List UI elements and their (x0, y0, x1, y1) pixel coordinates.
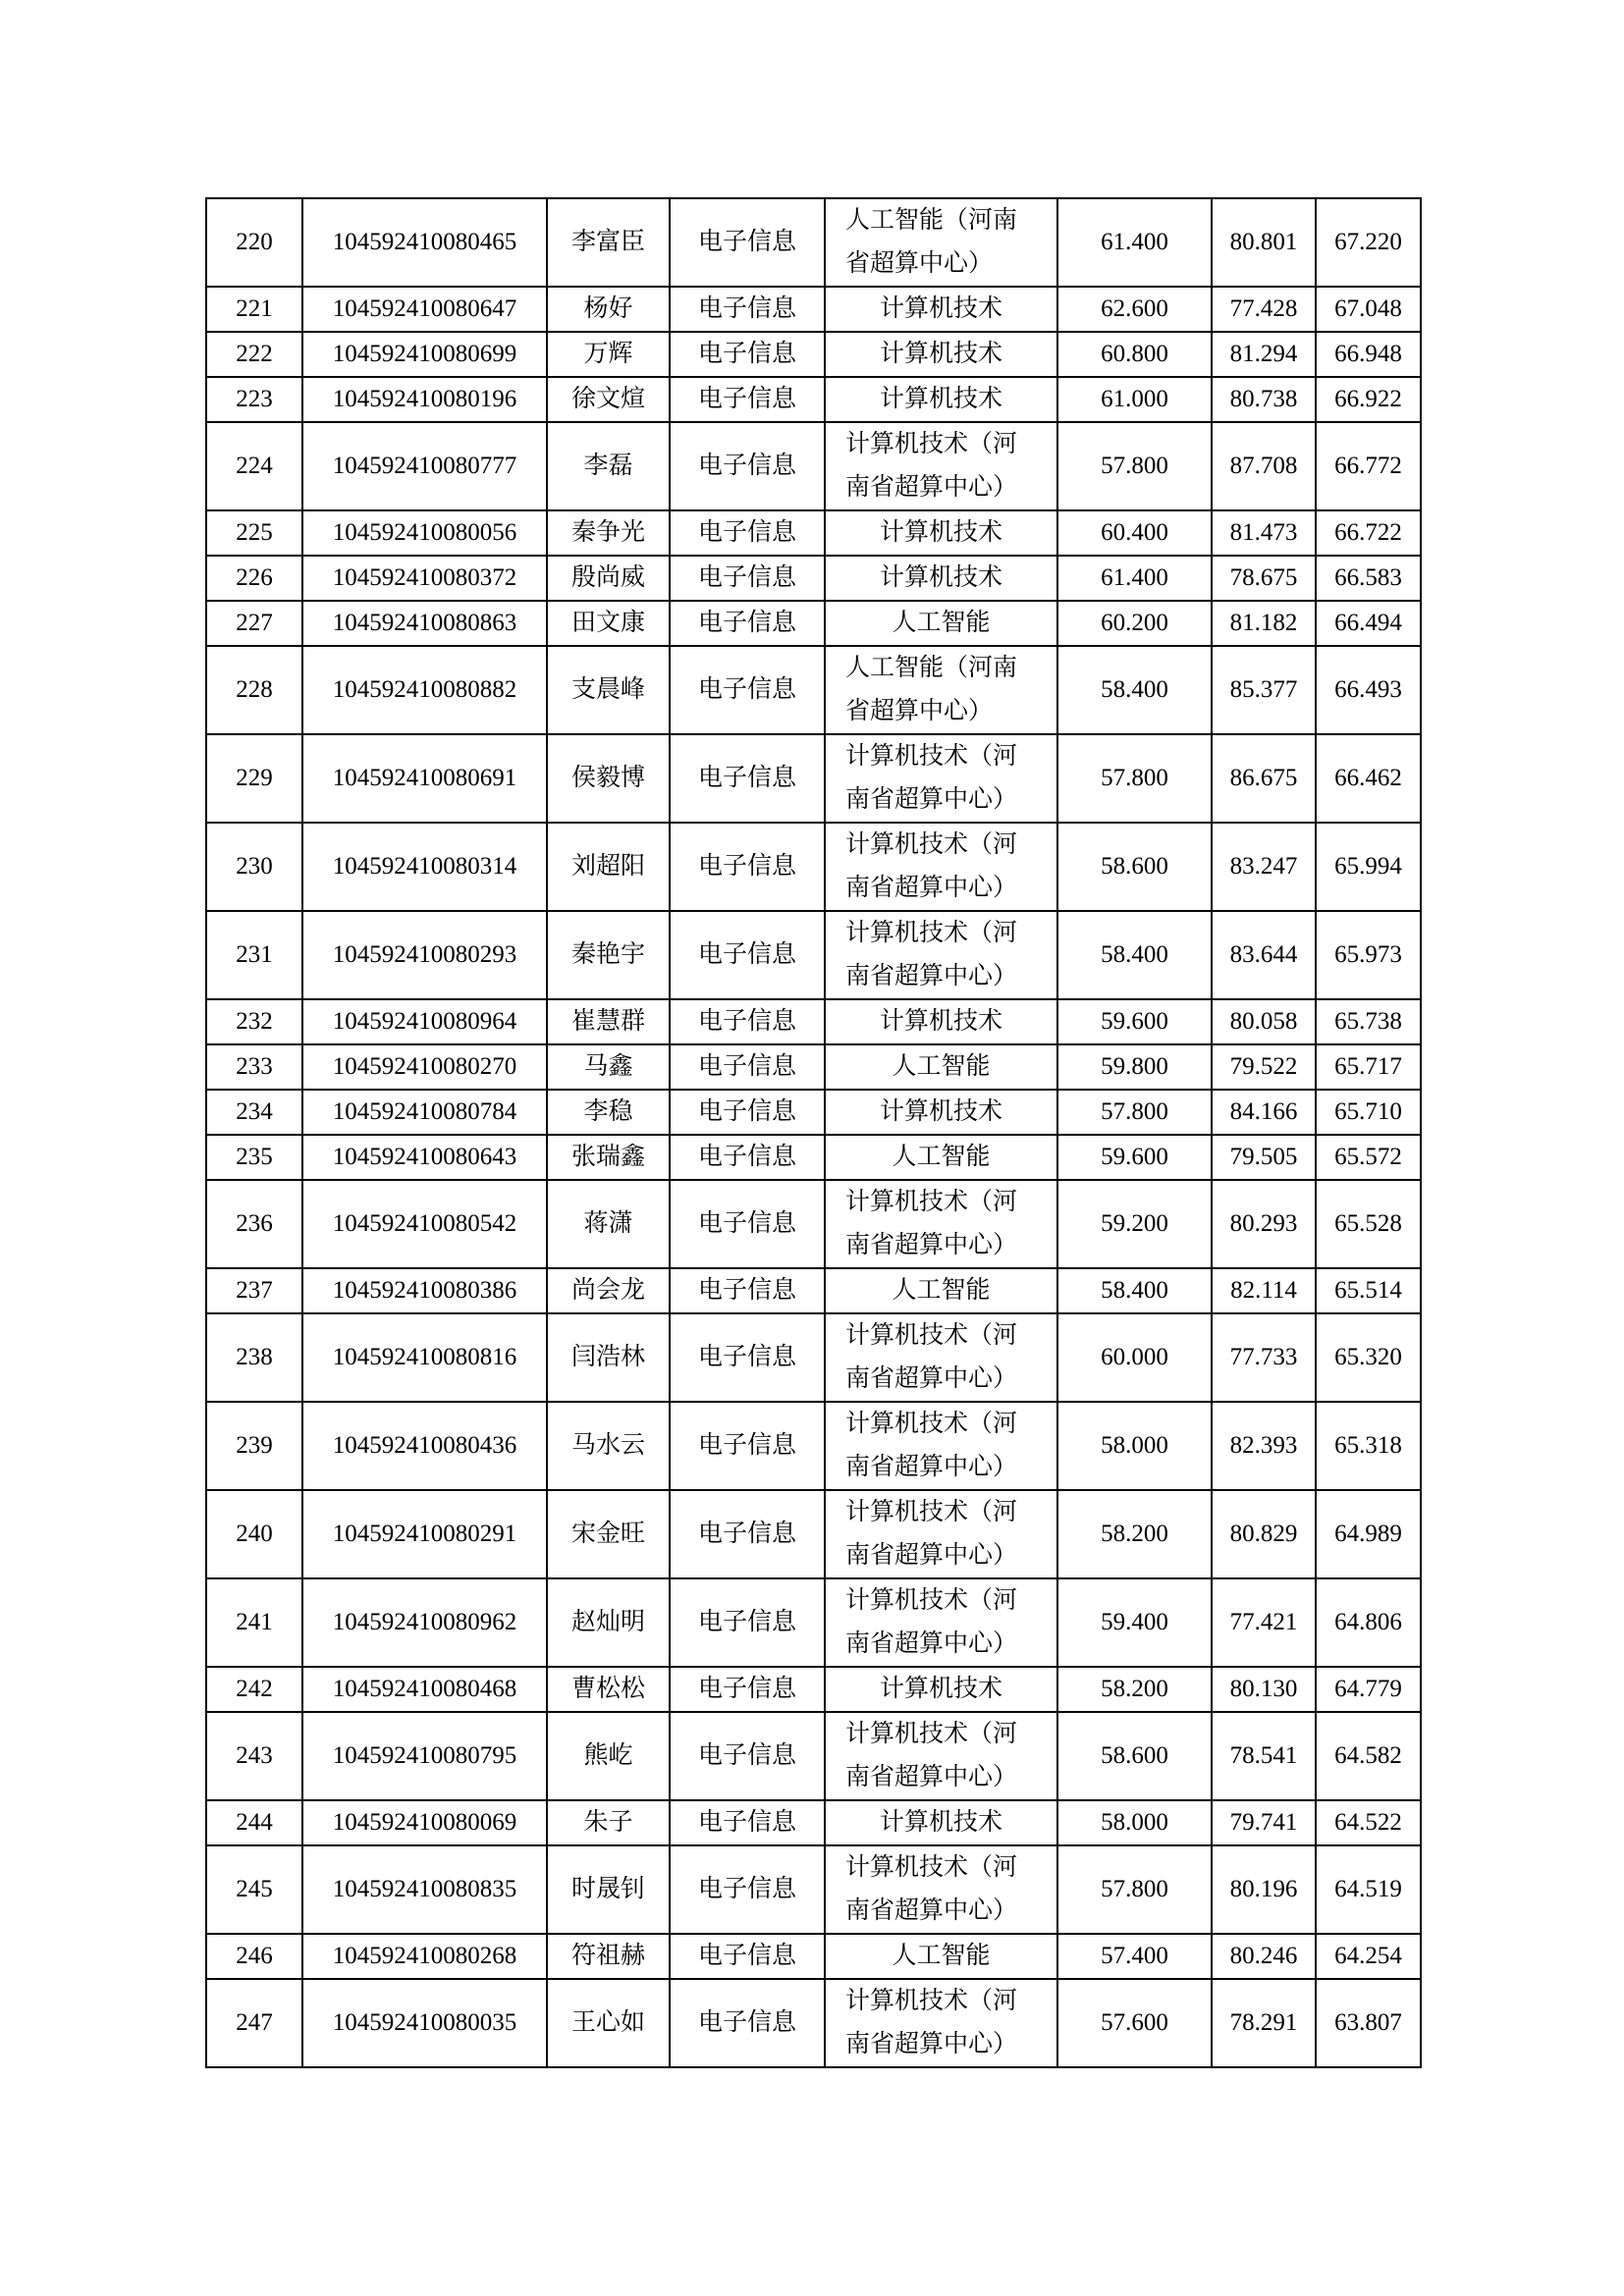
cell-retest-score: 77.421 (1212, 1578, 1316, 1667)
cell-initial-score: 60.800 (1057, 332, 1212, 377)
cell-rank: 224 (206, 422, 302, 510)
cell-research-direction (825, 198, 1057, 287)
cell-name: 万辉 (547, 332, 670, 377)
cell-rank: 227 (206, 601, 302, 646)
cell-name: 李富臣 (547, 198, 670, 287)
cell-rank: 238 (206, 1313, 302, 1402)
table-row (206, 1712, 1421, 1800)
cell-retest-score: 86.675 (1212, 734, 1316, 823)
cell-candidate-id: 104592410080372 (302, 556, 547, 601)
cell-research-direction (825, 1578, 1057, 1667)
cell-research-direction (825, 1313, 1057, 1402)
cell-major: 电子信息 (670, 1578, 825, 1667)
cell-research-direction (825, 1667, 1057, 1712)
cell-rank: 246 (206, 1934, 302, 1979)
cell-initial-score: 58.600 (1057, 823, 1212, 911)
research-direction-line: 计算机技术（河 (845, 831, 1018, 858)
cell-major: 电子信息 (670, 510, 825, 556)
cell-candidate-id: 104592410080436 (302, 1402, 547, 1490)
table-row (206, 1402, 1421, 1490)
research-direction-line: 计算机技术 (879, 1809, 1002, 1836)
cell-research-direction (825, 734, 1057, 823)
research-direction-line: 计算机技术 (879, 341, 1002, 367)
cell-candidate-id: 104592410080643 (302, 1135, 547, 1180)
cell-initial-score: 58.000 (1057, 1800, 1212, 1845)
cell-major: 电子信息 (670, 601, 825, 646)
cell-major: 电子信息 (670, 1402, 825, 1490)
table-row (206, 734, 1421, 823)
table-row (206, 1845, 1421, 1934)
cell-retest-score: 80.738 (1212, 377, 1316, 422)
cell-name: 田文康 (547, 601, 670, 646)
cell-major: 电子信息 (670, 1490, 825, 1578)
cell-initial-score: 58.200 (1057, 1667, 1212, 1712)
cell-total-score: 66.462 (1316, 734, 1421, 823)
cell-retest-score: 80.130 (1212, 1667, 1316, 1712)
cell-research-direction (825, 1268, 1057, 1313)
research-direction-line: 计算机技术（河 (845, 1189, 1018, 1215)
cell-initial-score: 59.600 (1057, 999, 1212, 1044)
research-direction-line: 人工智能 (892, 1943, 991, 1969)
cell-total-score: 65.738 (1316, 999, 1421, 1044)
cell-name: 徐文煊 (547, 377, 670, 422)
cell-research-direction (825, 556, 1057, 601)
cell-research-direction (825, 1845, 1057, 1934)
cell-name: 刘超阳 (547, 823, 670, 911)
research-direction-line: 计算机技术（河 (845, 920, 1018, 946)
cell-research-direction (825, 1044, 1057, 1090)
cell-research-direction (825, 332, 1057, 377)
cell-initial-score: 59.600 (1057, 1135, 1212, 1180)
table-row (206, 1044, 1421, 1090)
cell-major: 电子信息 (670, 911, 825, 999)
cell-research-direction (825, 1180, 1057, 1268)
table-row (206, 1800, 1421, 1845)
cell-research-direction (825, 646, 1057, 734)
cell-total-score: 63.807 (1316, 1979, 1421, 2067)
table-row (206, 1135, 1421, 1180)
cell-candidate-id: 104592410080691 (302, 734, 547, 823)
cell-major: 电子信息 (670, 734, 825, 823)
cell-major: 电子信息 (670, 999, 825, 1044)
cell-retest-score: 82.114 (1212, 1268, 1316, 1313)
cell-major: 电子信息 (670, 1934, 825, 1979)
cell-initial-score: 59.800 (1057, 1044, 1212, 1090)
cell-rank: 225 (206, 510, 302, 556)
cell-total-score: 65.994 (1316, 823, 1421, 911)
cell-initial-score: 61.400 (1057, 556, 1212, 601)
cell-total-score: 64.806 (1316, 1578, 1421, 1667)
table-row (206, 556, 1421, 601)
cell-total-score: 66.493 (1316, 646, 1421, 734)
cell-major: 电子信息 (670, 1090, 825, 1135)
cell-name: 支晨峰 (547, 646, 670, 734)
cell-rank: 245 (206, 1845, 302, 1934)
cell-research-direction (825, 601, 1057, 646)
cell-research-direction (825, 422, 1057, 510)
cell-retest-score: 78.291 (1212, 1979, 1316, 2067)
cell-rank: 223 (206, 377, 302, 422)
research-direction-line: 计算机技术 (879, 295, 1002, 322)
cell-total-score: 64.779 (1316, 1667, 1421, 1712)
cell-rank: 229 (206, 734, 302, 823)
cell-candidate-id: 104592410080882 (302, 646, 547, 734)
cell-retest-score: 82.393 (1212, 1402, 1316, 1490)
cell-initial-score: 60.400 (1057, 510, 1212, 556)
cell-total-score: 66.922 (1316, 377, 1421, 422)
cell-candidate-id: 104592410080816 (302, 1313, 547, 1402)
cell-rank: 226 (206, 556, 302, 601)
cell-retest-score: 77.733 (1212, 1313, 1316, 1402)
cell-candidate-id: 104592410080465 (302, 198, 547, 287)
research-direction-line: 南省超算中心） (845, 875, 1018, 901)
cell-total-score: 66.722 (1316, 510, 1421, 556)
cell-initial-score: 62.600 (1057, 287, 1212, 332)
cell-total-score: 65.710 (1316, 1090, 1421, 1135)
cell-name: 杨好 (547, 287, 670, 332)
cell-name: 王心如 (547, 1979, 670, 2067)
cell-name: 侯毅博 (547, 734, 670, 823)
cell-retest-score: 85.377 (1212, 646, 1316, 734)
cell-candidate-id: 104592410080291 (302, 1490, 547, 1578)
cell-total-score: 67.048 (1316, 287, 1421, 332)
table-body (206, 198, 1421, 2067)
cell-total-score: 66.772 (1316, 422, 1421, 510)
cell-major: 电子信息 (670, 332, 825, 377)
cell-retest-score: 78.675 (1212, 556, 1316, 601)
research-direction-line: 南省超算中心） (845, 1542, 1018, 1569)
research-direction-line: 计算机技术（河 (845, 1322, 1018, 1349)
research-direction-line: 南省超算中心） (845, 474, 1018, 501)
research-direction-line: 南省超算中心） (845, 963, 1018, 989)
cell-research-direction (825, 1712, 1057, 1800)
cell-initial-score: 60.200 (1057, 601, 1212, 646)
cell-candidate-id: 104592410080647 (302, 287, 547, 332)
cell-initial-score: 57.800 (1057, 1090, 1212, 1135)
cell-retest-score: 84.166 (1212, 1090, 1316, 1135)
cell-research-direction (825, 911, 1057, 999)
cell-initial-score: 58.000 (1057, 1402, 1212, 1490)
research-direction-line: 南省超算中心） (845, 786, 1018, 813)
cell-major: 电子信息 (670, 1800, 825, 1845)
cell-initial-score: 57.800 (1057, 422, 1212, 510)
cell-major: 电子信息 (670, 1044, 825, 1090)
cell-research-direction (825, 287, 1057, 332)
cell-rank: 244 (206, 1800, 302, 1845)
research-direction-line: 计算机技术（河 (845, 743, 1018, 770)
research-direction-line: 省超算中心） (845, 698, 994, 724)
cell-candidate-id: 104592410080863 (302, 601, 547, 646)
cell-retest-score: 80.246 (1212, 1934, 1316, 1979)
cell-total-score: 66.583 (1316, 556, 1421, 601)
cell-rank: 240 (206, 1490, 302, 1578)
table-row (206, 601, 1421, 646)
research-direction-line: 南省超算中心） (845, 1897, 1018, 1924)
research-direction-line: 人工智能（河南 (845, 207, 1018, 234)
table-row (206, 332, 1421, 377)
table-row (206, 1667, 1421, 1712)
cell-retest-score: 79.522 (1212, 1044, 1316, 1090)
cell-rank: 234 (206, 1090, 302, 1135)
cell-retest-score: 79.505 (1212, 1135, 1316, 1180)
research-direction-line: 南省超算中心） (845, 1764, 1018, 1790)
cell-candidate-id: 104592410080196 (302, 377, 547, 422)
cell-research-direction (825, 1090, 1057, 1135)
table-row (206, 1268, 1421, 1313)
cell-name: 朱子 (547, 1800, 670, 1845)
research-direction-line: 计算机技术 (879, 386, 1002, 412)
cell-initial-score: 57.400 (1057, 1934, 1212, 1979)
cell-major: 电子信息 (670, 1845, 825, 1934)
cell-major: 电子信息 (670, 556, 825, 601)
research-direction-line: 人工智能 (892, 610, 991, 636)
cell-candidate-id: 104592410080386 (302, 1268, 547, 1313)
table-row (206, 911, 1421, 999)
cell-initial-score: 58.200 (1057, 1490, 1212, 1578)
cell-total-score: 65.973 (1316, 911, 1421, 999)
cell-retest-score: 81.473 (1212, 510, 1316, 556)
cell-total-score: 65.514 (1316, 1268, 1421, 1313)
research-direction-line: 计算机技术 (879, 1676, 1002, 1702)
cell-initial-score: 58.400 (1057, 646, 1212, 734)
table-row (206, 287, 1421, 332)
cell-name: 李稳 (547, 1090, 670, 1135)
table-row (206, 377, 1421, 422)
cell-initial-score: 59.200 (1057, 1180, 1212, 1268)
cell-retest-score: 78.541 (1212, 1712, 1316, 1800)
research-direction-line: 计算机技术（河 (845, 1854, 1018, 1881)
score-table (205, 197, 1422, 2068)
cell-initial-score: 60.000 (1057, 1313, 1212, 1402)
cell-rank: 220 (206, 198, 302, 287)
cell-major: 电子信息 (670, 377, 825, 422)
table-row (206, 1578, 1421, 1667)
cell-name: 秦争光 (547, 510, 670, 556)
cell-total-score: 65.318 (1316, 1402, 1421, 1490)
cell-candidate-id: 104592410080314 (302, 823, 547, 911)
cell-initial-score: 57.600 (1057, 1979, 1212, 2067)
cell-retest-score: 79.741 (1212, 1800, 1316, 1845)
cell-candidate-id: 104592410080542 (302, 1180, 547, 1268)
table-row (206, 1979, 1421, 2067)
cell-major: 电子信息 (670, 646, 825, 734)
table-row (206, 646, 1421, 734)
cell-total-score: 64.522 (1316, 1800, 1421, 1845)
cell-name: 殷尚威 (547, 556, 670, 601)
cell-retest-score: 80.829 (1212, 1490, 1316, 1578)
cell-total-score: 64.254 (1316, 1934, 1421, 1979)
research-direction-line: 南省超算中心） (845, 1232, 1018, 1258)
cell-rank: 233 (206, 1044, 302, 1090)
cell-initial-score: 57.800 (1057, 1845, 1212, 1934)
cell-rank: 243 (206, 1712, 302, 1800)
cell-initial-score: 59.400 (1057, 1578, 1212, 1667)
cell-candidate-id: 104592410080962 (302, 1578, 547, 1667)
cell-research-direction (825, 510, 1057, 556)
cell-rank: 232 (206, 999, 302, 1044)
cell-total-score: 64.582 (1316, 1712, 1421, 1800)
table-row (206, 999, 1421, 1044)
cell-total-score: 65.528 (1316, 1180, 1421, 1268)
cell-total-score: 66.948 (1316, 332, 1421, 377)
table-row (206, 1313, 1421, 1402)
cell-rank: 230 (206, 823, 302, 911)
cell-candidate-id: 104592410080270 (302, 1044, 547, 1090)
cell-initial-score: 58.600 (1057, 1712, 1212, 1800)
cell-rank: 237 (206, 1268, 302, 1313)
cell-research-direction (825, 377, 1057, 422)
cell-rank: 241 (206, 1578, 302, 1667)
cell-candidate-id: 104592410080069 (302, 1800, 547, 1845)
cell-name: 秦艳宇 (547, 911, 670, 999)
cell-total-score: 65.572 (1316, 1135, 1421, 1180)
cell-initial-score: 61.000 (1057, 377, 1212, 422)
research-direction-line: 计算机技术（河 (845, 1411, 1018, 1437)
cell-research-direction (825, 1979, 1057, 2067)
research-direction-line: 南省超算中心） (845, 2031, 1018, 2057)
cell-rank: 235 (206, 1135, 302, 1180)
research-direction-line: 计算机技术 (879, 564, 1002, 591)
cell-retest-score: 81.182 (1212, 601, 1316, 646)
cell-name: 闫浩林 (547, 1313, 670, 1402)
research-direction-line: 计算机技术（河 (845, 1499, 1018, 1525)
research-direction-line: 人工智能 (892, 1277, 991, 1304)
cell-rank: 236 (206, 1180, 302, 1268)
research-direction-line: 计算机技术（河 (845, 1988, 1018, 2014)
cell-total-score: 64.519 (1316, 1845, 1421, 1934)
cell-name: 宋金旺 (547, 1490, 670, 1578)
cell-retest-score: 83.644 (1212, 911, 1316, 999)
research-direction-line: 南省超算中心） (845, 1365, 1018, 1392)
cell-total-score: 65.320 (1316, 1313, 1421, 1402)
cell-major: 电子信息 (670, 1313, 825, 1402)
cell-total-score: 67.220 (1316, 198, 1421, 287)
cell-major: 电子信息 (670, 1667, 825, 1712)
cell-name: 时晟钊 (547, 1845, 670, 1934)
cell-rank: 239 (206, 1402, 302, 1490)
research-direction-line: 南省超算中心） (845, 1454, 1018, 1480)
cell-research-direction (825, 999, 1057, 1044)
cell-retest-score: 87.708 (1212, 422, 1316, 510)
research-direction-line: 计算机技术 (879, 1098, 1002, 1125)
cell-name: 马水云 (547, 1402, 670, 1490)
cell-initial-score: 58.400 (1057, 911, 1212, 999)
table-row (206, 1090, 1421, 1135)
cell-major: 电子信息 (670, 1712, 825, 1800)
cell-name: 蒋潇 (547, 1180, 670, 1268)
table-row (206, 1934, 1421, 1979)
cell-research-direction (825, 1402, 1057, 1490)
cell-name: 张瑞鑫 (547, 1135, 670, 1180)
research-direction-line: 人工智能 (892, 1053, 991, 1080)
cell-name: 马鑫 (547, 1044, 670, 1090)
cell-candidate-id: 104592410080777 (302, 422, 547, 510)
cell-retest-score: 77.428 (1212, 287, 1316, 332)
table-row (206, 823, 1421, 911)
cell-retest-score: 80.058 (1212, 999, 1316, 1044)
research-direction-line: 人工智能 (892, 1144, 991, 1170)
cell-rank: 228 (206, 646, 302, 734)
cell-major: 电子信息 (670, 1268, 825, 1313)
table-row (206, 198, 1421, 287)
cell-research-direction (825, 823, 1057, 911)
cell-rank: 247 (206, 1979, 302, 2067)
research-direction-line: 计算机技术 (879, 1008, 1002, 1035)
cell-total-score: 64.989 (1316, 1490, 1421, 1578)
research-direction-line: 省超算中心） (845, 250, 994, 277)
cell-name: 崔慧群 (547, 999, 670, 1044)
cell-candidate-id: 104592410080835 (302, 1845, 547, 1934)
research-direction-line: 南省超算中心） (845, 1630, 1018, 1657)
cell-retest-score: 80.196 (1212, 1845, 1316, 1934)
research-direction-line: 计算机技术（河 (845, 431, 1018, 457)
cell-name: 尚会龙 (547, 1268, 670, 1313)
cell-major: 电子信息 (670, 1979, 825, 2067)
research-direction-line: 计算机技术（河 (845, 1587, 1018, 1614)
cell-major: 电子信息 (670, 422, 825, 510)
cell-rank: 221 (206, 287, 302, 332)
table-row (206, 510, 1421, 556)
cell-name: 赵灿明 (547, 1578, 670, 1667)
cell-candidate-id: 104592410080035 (302, 1979, 547, 2067)
cell-retest-score: 81.294 (1212, 332, 1316, 377)
cell-total-score: 65.717 (1316, 1044, 1421, 1090)
cell-research-direction (825, 1490, 1057, 1578)
cell-candidate-id: 104592410080964 (302, 999, 547, 1044)
cell-name: 李磊 (547, 422, 670, 510)
table-row (206, 422, 1421, 510)
cell-candidate-id: 104592410080268 (302, 1934, 547, 1979)
cell-retest-score: 83.247 (1212, 823, 1316, 911)
cell-major: 电子信息 (670, 1180, 825, 1268)
cell-research-direction (825, 1800, 1057, 1845)
cell-rank: 242 (206, 1667, 302, 1712)
cell-major: 电子信息 (670, 823, 825, 911)
cell-major: 电子信息 (670, 198, 825, 287)
cell-research-direction (825, 1934, 1057, 1979)
cell-initial-score: 57.800 (1057, 734, 1212, 823)
cell-candidate-id: 104592410080468 (302, 1667, 547, 1712)
cell-candidate-id: 104592410080056 (302, 510, 547, 556)
table-row (206, 1490, 1421, 1578)
cell-retest-score: 80.293 (1212, 1180, 1316, 1268)
cell-candidate-id: 104592410080784 (302, 1090, 547, 1135)
cell-major: 电子信息 (670, 1135, 825, 1180)
cell-name: 符祖赫 (547, 1934, 670, 1979)
cell-research-direction (825, 1135, 1057, 1180)
cell-candidate-id: 104592410080699 (302, 332, 547, 377)
cell-candidate-id: 104592410080795 (302, 1712, 547, 1800)
research-direction-line: 计算机技术 (879, 519, 1002, 546)
cell-name: 曹松松 (547, 1667, 670, 1712)
cell-initial-score: 58.400 (1057, 1268, 1212, 1313)
table-row (206, 1180, 1421, 1268)
research-direction-line: 人工智能（河南 (845, 655, 1018, 681)
research-direction-line: 计算机技术（河 (845, 1721, 1018, 1747)
cell-rank: 231 (206, 911, 302, 999)
cell-rank: 222 (206, 332, 302, 377)
cell-initial-score: 61.400 (1057, 198, 1212, 287)
cell-total-score: 66.494 (1316, 601, 1421, 646)
cell-name: 熊屹 (547, 1712, 670, 1800)
cell-candidate-id: 104592410080293 (302, 911, 547, 999)
cell-retest-score: 80.801 (1212, 198, 1316, 287)
cell-major: 电子信息 (670, 287, 825, 332)
